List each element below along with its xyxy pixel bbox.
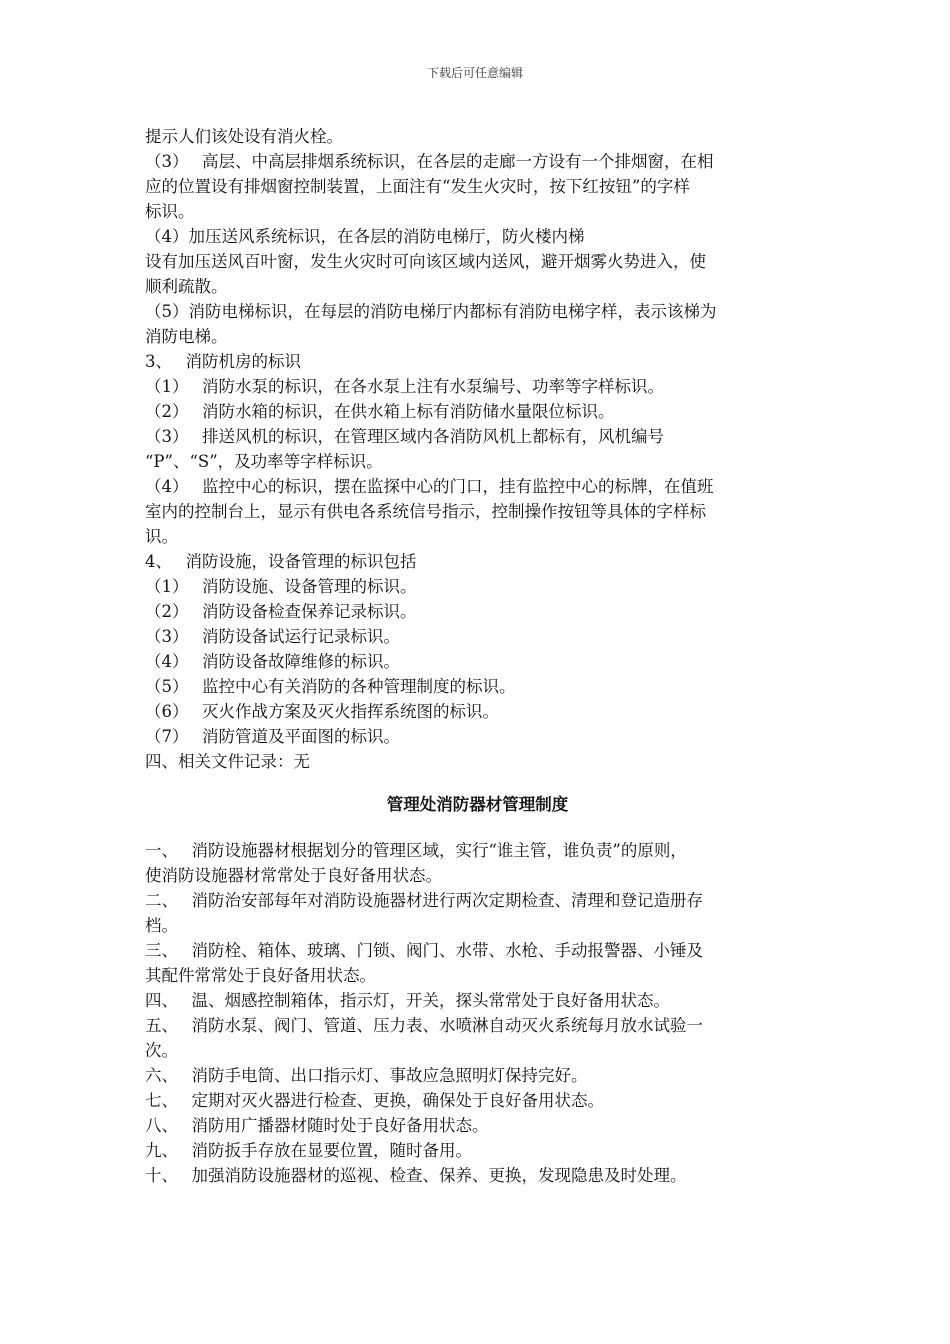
rule-line: 二、 消防治安部每年对消防设施器材进行两次定期检查、清理和登记造册存 bbox=[145, 891, 703, 910]
text-line: （6） 灭火作战方案及灭火指挥系统图的标识。 bbox=[145, 702, 499, 721]
section-heading: 4、 消防设施，设备管理的标识包括 bbox=[145, 552, 417, 571]
section-heading: 四、相关文件记录：无 bbox=[145, 752, 310, 771]
text-line: 应的位置设有排烟窗控制装置，上面注有“发生火灾时，按下红按钮”的字样 bbox=[145, 177, 690, 196]
rule-line: 七、 定期对灭火器进行检查、更换，确保处于良好备用状态。 bbox=[145, 1091, 604, 1110]
document-title: 管理处消防器材管理制度 bbox=[386, 795, 569, 814]
text-line: （2） 消防水箱的标识，在供水箱上标有消防储水量限位标识。 bbox=[145, 402, 615, 421]
text-line: 室内的控制台上，显示有供电各系统信号指示，控制操作按钮等具体的字样标 bbox=[145, 502, 706, 521]
section-fire-identification bbox=[145, 124, 810, 774]
text-line: （3） 排送风机的标识，在管理区域内各消防风机上都标有，风机编号 bbox=[145, 427, 664, 446]
rule-line: 一、 消防设施器材根据划分的管理区域，实行“谁主管，谁负责”的原则， bbox=[145, 841, 687, 860]
rule-line: 八、 消防用广播器材随时处于良好备用状态。 bbox=[145, 1116, 489, 1135]
rule-line: 使消防设施器材常常处于良好备用状态。 bbox=[145, 866, 442, 885]
text-line: （3） 高层、中高层排烟系统标识，在各层的走廊一方设有一个排烟窗，在相 bbox=[145, 152, 714, 171]
rule-line: 五、 消防水泵、阀门、管道、压力表、水喷淋自动灭火系统每月放水试验一 bbox=[145, 1016, 703, 1035]
text-line: （4） 监控中心的标识，摆在监探中心的门口，挂有监控中心的标牌，在值班 bbox=[145, 477, 714, 496]
text-line: 识。 bbox=[145, 527, 178, 546]
text-line: 消防电梯。 bbox=[145, 327, 228, 346]
section-heading: 3、 消防机房的标识 bbox=[145, 352, 301, 371]
text-line: （7） 消防管道及平面图的标识。 bbox=[145, 727, 400, 746]
page-header: 下载后可任意编辑 bbox=[426, 66, 523, 80]
rule-line: 其配件常常处于良好备用状态。 bbox=[145, 966, 376, 985]
text-line: （4）加压送风系统标识，在各层的消防电梯厅，防火楼内梯 bbox=[145, 227, 585, 246]
rule-line: 次。 bbox=[145, 1041, 178, 1060]
text-line: （1） 消防水泵的标识，在各水泵上注有水泵编号、功率等字样标识。 bbox=[145, 377, 664, 396]
text-line: （5） 监控中心有关消防的各种管理制度的标识。 bbox=[145, 677, 516, 696]
text-line: “P”、“S”，及功率等字样标识。 bbox=[145, 452, 383, 471]
rule-line: 六、 消防手电筒、出口指示灯、事故应急照明灯保持完好。 bbox=[145, 1066, 588, 1085]
text-line: 标识。 bbox=[145, 202, 195, 221]
text-line: （5）消防电梯标识，在每层的消防电梯厅内都标有消防电梯字样，表示该梯为 bbox=[145, 302, 717, 321]
rule-line: 档。 bbox=[145, 916, 178, 935]
rule-line: 三、 消防栓、箱体、玻璃、门锁、阀门、水带、水枪、手动报警器、小锤及 bbox=[145, 941, 703, 960]
text-line: 顺利疏散。 bbox=[145, 277, 228, 296]
text-line: （4） 消防设备故障维修的标识。 bbox=[145, 652, 400, 671]
text-line: （2） 消防设备检查保养记录标识。 bbox=[145, 602, 417, 621]
text-line: 提示人们该处设有消火栓。 bbox=[145, 127, 343, 146]
rule-line: 四、 温、烟感控制箱体，指示灯，开关，探头常常处于良好备用状态。 bbox=[145, 991, 670, 1010]
section-equipment-rules bbox=[145, 838, 810, 1188]
text-line: 设有加压送风百叶窗，发生火灾时可向该区域内送风，避开烟雾火势进入，使 bbox=[145, 252, 706, 271]
rule-line: 九、 消防扳手存放在显要位置，随时备用。 bbox=[145, 1141, 472, 1160]
text-line: （1） 消防设施、设备管理的标识。 bbox=[145, 577, 417, 596]
document-body bbox=[145, 124, 810, 1188]
text-line: （3） 消防设备试运行记录标识。 bbox=[145, 627, 400, 646]
rule-line: 十、 加强消防设施器材的巡视、检查、保养、更换，发现隐患及时处理。 bbox=[145, 1166, 687, 1185]
